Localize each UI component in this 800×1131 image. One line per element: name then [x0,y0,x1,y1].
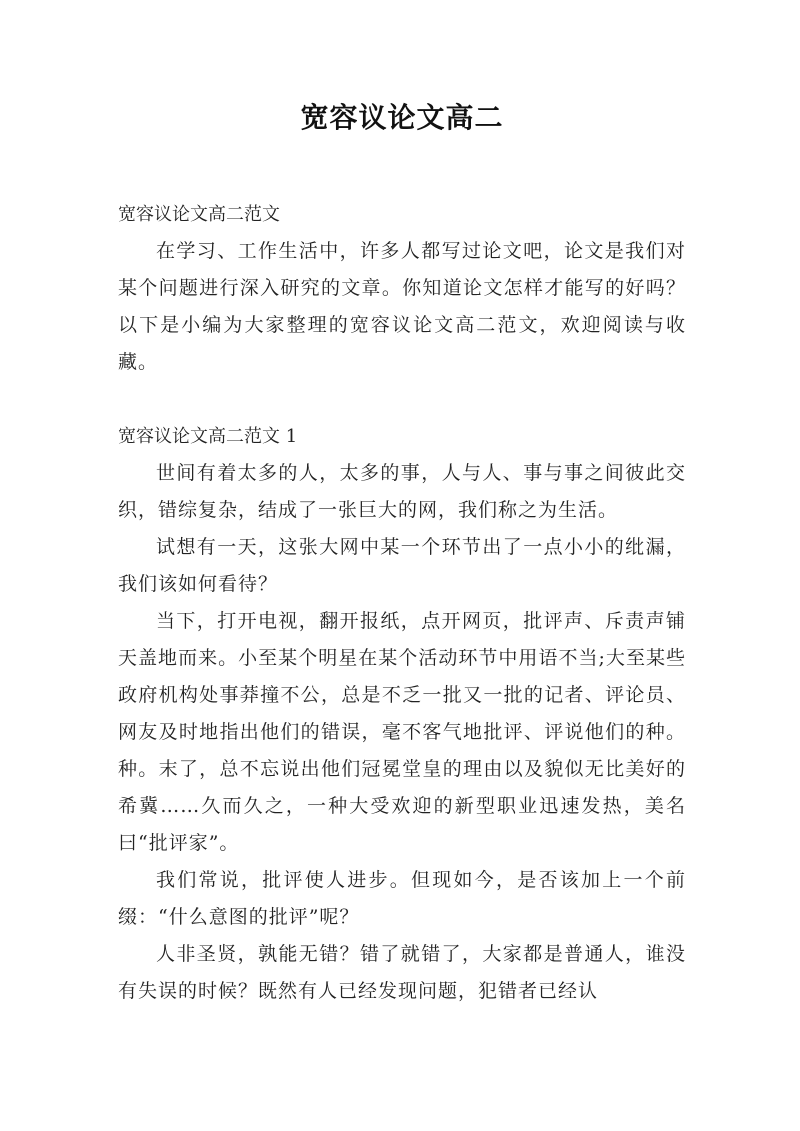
essay-section [118,418,686,1010]
section-gap [118,381,686,418]
section-heading: 宽容议论文高二范文 [118,204,280,225]
paragraph: 在学习、工作生活中，许多人都写过论文吧，论文是我们对某个问题进行深入研究的文章。你知道论文怎样才能写的好吗？以下是小编为大家整理的宽容议论文高二范文，欢迎阅读与收藏。 [118,240,686,373]
section-heading: 宽容议论文高二范文 1 [118,426,298,447]
intro-section [118,196,686,381]
paragraph: 世间有着太多的人，太多的事，人与人、事与事之间彼此交织，错综复杂，结成了一张巨大的网，我们称之为生活。 [118,462,686,521]
paragraph: 我们常说，批评使人进步。但现如今，是否该加上一个前缀：“什么意图的批评”呢？ [118,869,686,928]
paragraph: 当下，打开电视，翻开报纸，点开网页，批评声、斥责声铺天盖地而来。小至某个明星在某个活动环节中用语不当;大至某些政府机构处事莽撞不公，总是不乏一批又一批的记者、评论员、网友及时地指出他们的错误，毫不客气地批评、评说他们的种。种。末了，总不忘说出他们冠冕堂皇的理由以及貌似无比美好的希冀……久而久之，一种大受欢迎的新型职业迅速发热，美名曰“批评家”。 [118,610,686,854]
document-title: 宽容议论文高二 [300,101,504,134]
paragraph: 试想有一天，这张大网中某一个环节出了一点小小的纰漏，我们该如何看待？ [118,536,686,595]
paragraph: 人非圣贤，孰能无错？错了就错了，大家都是普通人，谁没有失误的时候？既然有人已经发现问题，犯错者已经认 [118,943,686,1002]
